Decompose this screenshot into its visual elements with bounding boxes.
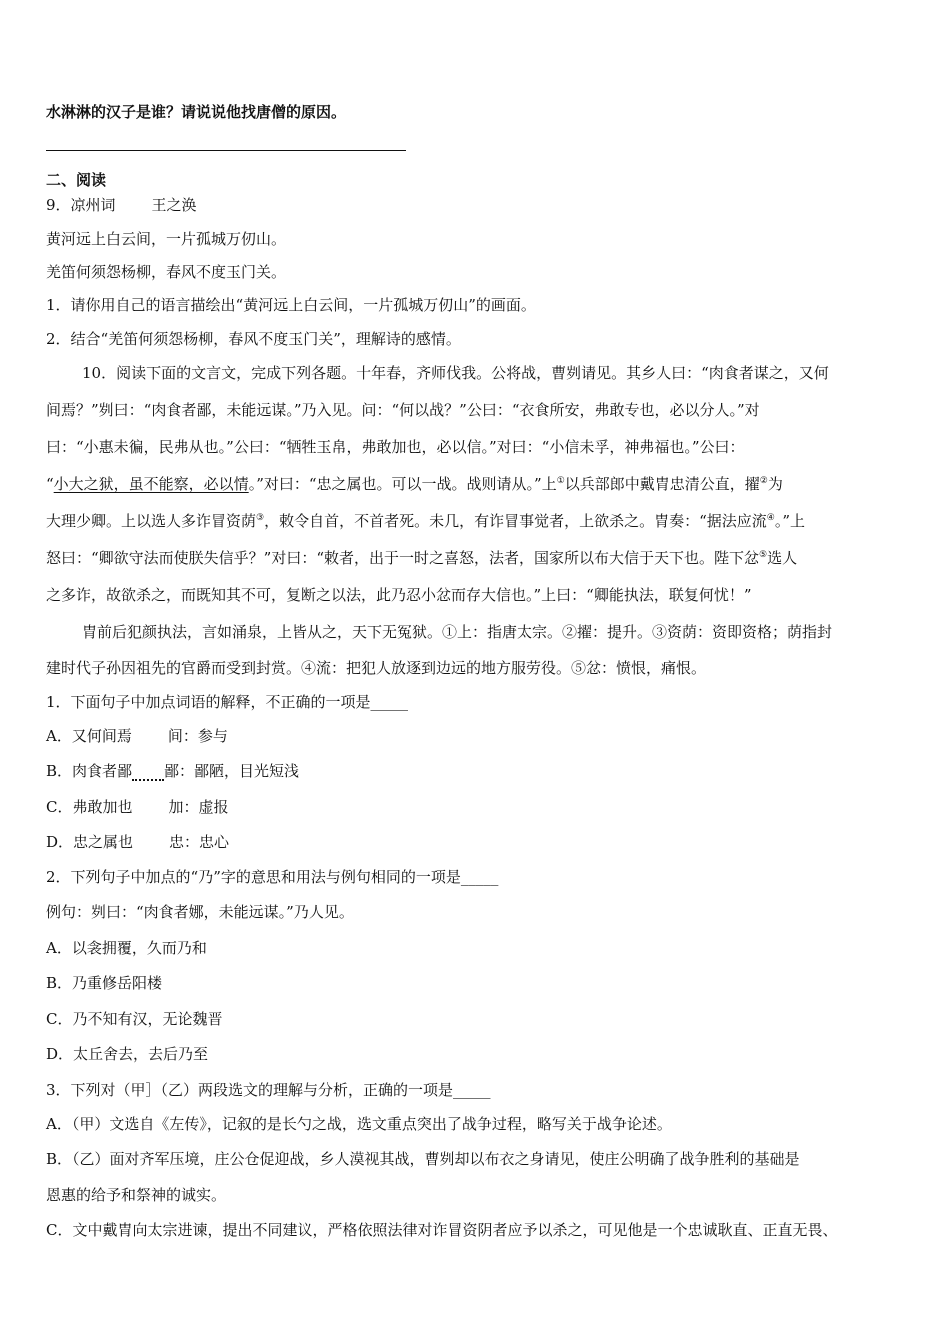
option-b-continued: 恩惠的给予和祭神的诚实。 [46, 1186, 227, 1204]
sub-question-1: 1．下面句子中加点词语的解释，不正确的一项是_____ [46, 693, 409, 711]
example-sentence: 例句：刿曰：“肉食者娜，未能远谋。”乃人见。 [46, 903, 354, 921]
passage-text: 选人 [767, 549, 798, 567]
option-b: B．（乙）面对齐军压境，庄公仓促迎战，乡人漠视其战，曹刿却以布衣之身请见，使庄公明确了战争胜利的基础是 [46, 1150, 800, 1168]
poem-line-2: 羌笛何须怨杨柳，春风不度玉门关。 [46, 263, 287, 281]
option-label: D．忠之属也 [46, 833, 134, 851]
option-b [46, 761, 299, 781]
emphasis-dots [132, 769, 164, 781]
poem-question-2: 2．结合“羌笛何须怨杨柳，春风不度玉门关”，理解诗的感情。 [46, 330, 461, 348]
question-prompt: 水淋淋的汉子是谁？请说说他找唐僧的原因。 [46, 103, 347, 121]
passage-text: 。”对曰：“忠之属也。可以一战。战则请从。”上 [248, 475, 557, 493]
footnote-marker: ④ [766, 513, 775, 523]
sub-question-3: 3．下列对（甲］（乙）两段选文的理解与分析，正确的一项是_____ [46, 1081, 491, 1099]
section-heading: 二、阅读 [46, 171, 107, 189]
passage-line-8: 胄前后犯颜执法，言如涌泉，上皆从之，天下无冤狱。①上：指唐太宗。②擢：提升。③资荫：资即资格；荫指封 [82, 623, 833, 641]
quote-mark: “ [46, 475, 54, 493]
footnote-marker: ⑤ [759, 550, 768, 560]
poem-title: 9．凉州词 [46, 196, 116, 214]
passage-line-7: 之多诈，故欲杀之，而既知其不可，复断之以法，此乃忍小忿而存大信也。”上曰：“卿能执法，联复何忧！” [46, 586, 752, 604]
option-d: D．太丘舍去，去后乃至 [46, 1045, 209, 1063]
passage-text: 大理少卿。上以选人多诈冒资荫 [46, 512, 257, 530]
option-c: C．文中戴胄向太宗进谏，提出不同建议，严格依照法律对诈冒资阴者应予以杀之，可见他是一个忠诚耿直、正直无畏、 [46, 1221, 838, 1239]
option-explanation: 忠：忠心 [169, 833, 230, 851]
option-b: B．乃重修岳阳楼 [46, 974, 163, 992]
answer-line [46, 150, 406, 151]
poem-line-1: 黄河远上白云间，一片孤城万仞山。 [46, 230, 287, 248]
option-a: A．以衾拥覆，久而乃和 [46, 939, 207, 957]
option-label: A．又何间焉 [46, 727, 132, 745]
poem-author: 王之涣 [151, 196, 197, 214]
passage-text: 以兵部郎中戴胄忠清公直，擢 [564, 475, 760, 493]
poem-title-line [46, 195, 197, 215]
option-label: C．弗敢加也 [46, 798, 133, 816]
passage-line-5 [46, 511, 805, 531]
option-explanation: 间：参与 [167, 727, 228, 745]
passage-text: 。”上 [774, 512, 806, 530]
passage-line-1: 10．阅读下面的文言文，完成下列各题。十年春，齐师伐我。公将战，曹刿请见。其乡人曰：“肉食者谋之，又何 [82, 364, 829, 382]
passage-text: 为 [767, 475, 783, 493]
option-d [46, 832, 229, 852]
option-explanation: 鄙：鄙陋，目光短浅 [164, 762, 300, 780]
passage-line-6 [46, 548, 797, 568]
passage-line-4 [46, 474, 783, 494]
option-a [46, 726, 228, 746]
passage-line-2: 间焉？”刿曰：“肉食者鄙，未能远谋。”乃入见。问：“何以战？”公曰：“衣食所安，弗敢专也，必以分人。”对 [46, 401, 760, 419]
passage-text: 怒曰：“卿欲守法而使朕失信乎？”对曰：“敕者，出于一时之喜怒，法者，国家所以布大信于天下也。陛下忿 [46, 549, 760, 567]
option-label: B．肉食者鄙 [46, 762, 133, 780]
option-c: C．乃不知有汉，无论魏晋 [46, 1010, 223, 1028]
option-explanation: 加：虚报 [168, 798, 229, 816]
footnote-marker: ② [759, 476, 768, 486]
option-c [46, 797, 229, 817]
poem-question-1: 1．请你用自己的语言描绘出“黄河远上白云间，一片孤城万仞山”的画面。 [46, 296, 536, 314]
option-a: A．（甲）文选自《左传》，记叙的是长勺之战，选文重点突出了战争过程，略写关于战争论述。 [46, 1115, 672, 1133]
footnote-marker: ① [556, 476, 565, 486]
sub-question-2: 2．下列句子中加点的“乃”字的意思和用法与例句相同的一项是_____ [46, 868, 499, 886]
passage-line-9: 建时代子孙因祖先的官爵而受到封赏。④流：把犯人放逐到边远的地方服劳役。⑤忿：愤恨，痛恨。 [46, 659, 707, 677]
underlined-sentence: 小大之狱，虽不能察，必以情 [53, 475, 249, 493]
footnote-marker: ③ [256, 513, 265, 523]
passage-text: ，敕令自首，不首者死。未几，有诈冒事觉者，上欲杀之。胄奏：“据法应流 [264, 512, 767, 530]
passage-line-3: 曰：“小惠未徧，民弗从也。”公曰：“牺牲玉帛，弗敢加也，必以信。”对曰：“小信未孚，神弗福也。”公曰： [46, 438, 745, 456]
